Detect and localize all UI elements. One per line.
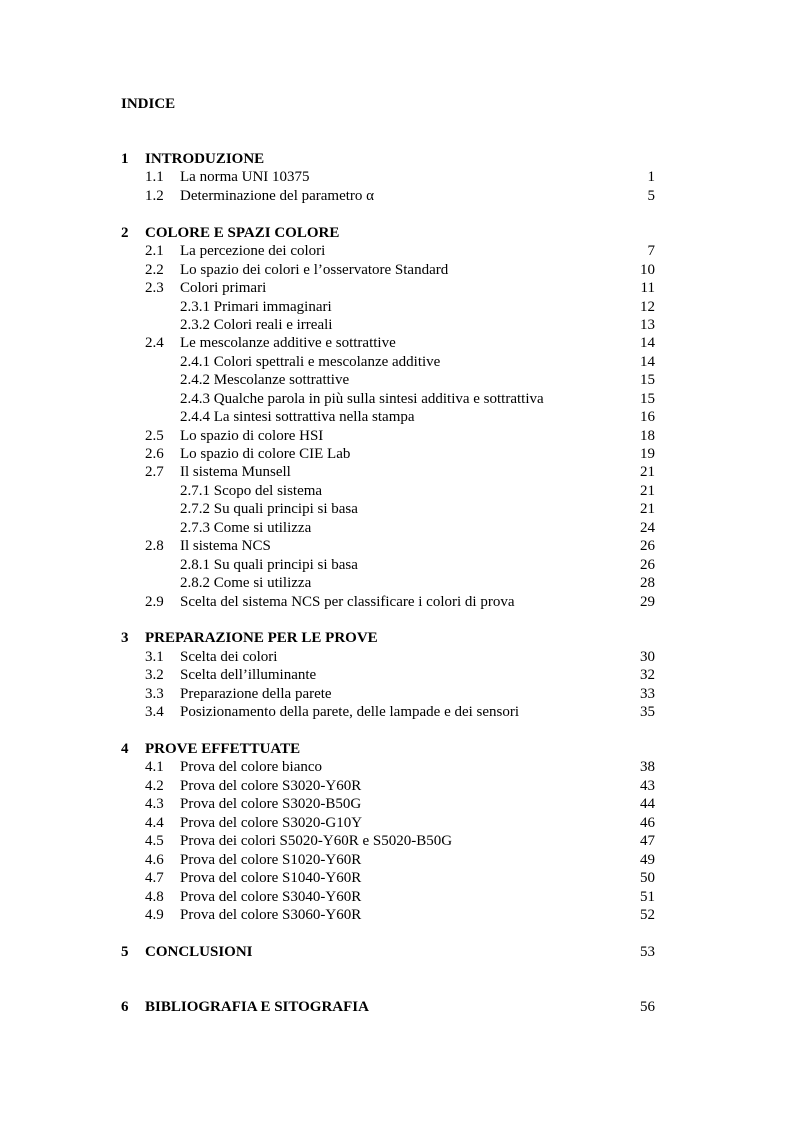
toc-entry [0,463,794,481]
toc-entry [0,666,794,684]
toc-subentry [0,519,794,537]
page-number: 29 [640,593,655,610]
toc-subentry [0,316,794,334]
page-number: 5 [647,187,655,204]
toc-entry [0,187,794,205]
section-number: 2.1 [145,243,164,260]
section-title: Il sistema Munsell [180,464,291,481]
section-number: 2.7 [145,464,164,481]
chapter-title: INTRODUZIONE [145,151,265,167]
subsection-title: 2.4.3 Qualche parola in più sulla sintesi additiva e sottrattiva [180,390,544,407]
toc-entry [0,427,794,445]
toc-entry [0,777,794,795]
section-title: Scelta del sistema NCS per classificare i colori di prova [180,593,515,610]
section-number: 4.2 [145,777,164,794]
page-number: 15 [640,390,655,407]
section-title: Posizionamento della parete, delle lampade e dei sensori [180,704,520,721]
chapter-title: COLORE E SPAZI COLORE [145,224,340,241]
section-title: Prova del colore S3040-Y60R [180,888,362,905]
section-title: Prova del colore bianco [180,759,323,776]
page-number: 21 [640,482,655,499]
subsection-title: 2.4.1 Colori spettrali e mescolanze additive [180,353,441,370]
page-number: 56 [640,999,655,1016]
toc-entry [0,851,794,869]
page-number: 47 [640,833,655,850]
page-number: 35 [640,704,655,721]
page-number: 50 [640,870,655,887]
subsection-title: 2.3.2 Colori reali e irreali [180,316,333,333]
section-number: 1.1 [145,169,164,186]
toc-entry [0,168,794,186]
chapter-number: 1 [121,151,129,167]
chapter-title: CONCLUSIONI [145,943,253,960]
chapter-number: 3 [121,630,129,647]
section-number: 4.3 [145,796,164,813]
section-title: Preparazione della parete [180,685,332,702]
toc-entry [0,334,794,352]
section-number: 2.6 [145,446,164,462]
section-title: Determinazione del parametro α [180,187,375,204]
toc-subentry [0,556,794,574]
section-title: Prova del colore S3020-Y60R [180,777,362,794]
toc-entry [0,758,794,776]
toc-subentry [0,482,794,500]
page-number: 32 [640,667,655,684]
section-number: 2.3 [145,280,164,297]
page-number: 38 [640,759,655,776]
section-number: 3.3 [145,685,164,702]
toc-chapter-5 [0,943,794,961]
chapter-title: PREPARAZIONE PER LE PROVE [145,630,378,647]
section-number: 3.4 [145,704,164,721]
page-number: 44 [640,796,655,813]
chapter-title: BIBLIOGRAFIA E SITOGRAFIA [145,999,369,1016]
toc-subentry [0,298,794,316]
toc-chapter-4 [0,740,794,758]
page-number: 43 [640,777,655,794]
section-number: 4.7 [145,870,164,887]
toc-entry [0,242,794,260]
toc-subentry [0,574,794,592]
toc-chapter-2 [0,224,794,242]
page-number: 11 [640,280,655,297]
section-number: 4.6 [145,851,164,868]
section-title: Prova del colore S1020-Y60R [180,851,362,868]
toc-entry [0,261,794,279]
page-number: 52 [640,906,655,923]
page-number: 15 [640,372,655,389]
section-title: Lo spazio di colore CIE Lab [180,446,351,462]
section-title: Prova dei colori S5020-Y60R e S5020-B50G [180,833,453,850]
page-number: 28 [640,575,655,592]
section-title: La percezione dei colori [180,243,326,260]
page-number: 21 [640,464,655,481]
chapter-number: 5 [121,943,129,960]
toc-entry [0,888,794,906]
page-number: 13 [640,316,655,333]
section-title: Scelta dei colori [180,648,278,665]
page-number: 10 [640,261,655,278]
section-title: La norma UNI 10375 [180,169,310,186]
subsection-title: 2.4.4 La sintesi sottrattiva nella stampa [180,409,415,426]
subsection-title: 2.3.1 Primari immaginari [180,298,332,315]
section-title: Lo spazio dei colori e l’osservatore Standard [180,261,449,278]
page-number: 14 [640,353,655,370]
page-number: 26 [640,538,655,555]
page-number: 12 [640,298,655,315]
section-number: 2.4 [145,335,164,352]
subsection-title: 2.8.1 Su quali principi si basa [180,556,358,573]
page-number: 24 [640,519,655,536]
subsection-title: 2.7.1 Scopo del sistema [180,482,323,499]
toc-subentry [0,500,794,518]
subsection-title: 2.4.2 Mescolanze sottrattive [180,372,350,389]
section-number: 4.9 [145,906,164,923]
chapter-number: 2 [121,224,129,241]
section-number: 4.4 [145,814,164,831]
toc-entry [0,832,794,850]
toc-entry [0,906,794,924]
section-number: 2.8 [145,538,164,555]
page-number: 16 [640,409,655,426]
page-number: 30 [640,648,655,665]
page-number: 53 [640,943,655,960]
section-number: 2.5 [145,427,164,444]
toc-entry [0,648,794,666]
toc-entry [0,814,794,832]
subsection-title: 2.7.3 Come si utilizza [180,519,312,536]
page-number: 18 [640,427,655,444]
page-number: 7 [647,243,655,260]
toc-entry [0,279,794,297]
section-title: Le mescolanze additive e sottrattive [180,335,396,352]
table-of-contents [0,150,794,1017]
toc-entry [0,685,794,703]
section-number: 4.8 [145,888,164,905]
chapter-number: 6 [121,999,129,1016]
page-number: 19 [640,446,655,462]
chapter-title: PROVE EFFETTUATE [145,741,301,757]
section-title: Prova del colore S3060-Y60R [180,906,362,923]
page-number: 26 [640,556,655,573]
section-number: 1.2 [145,187,164,204]
toc-chapter-1 [0,150,794,168]
section-title: Colori primari [180,280,267,297]
section-title: Prova del colore S3020-B50G [180,796,362,813]
toc-entry [0,593,794,611]
toc-entry [0,703,794,721]
section-number: 3.2 [145,667,164,684]
section-title: Prova del colore S1040-Y60R [180,870,362,887]
page-title: INDICE [121,96,176,112]
toc-subentry [0,408,794,426]
page-number: 49 [640,851,655,868]
toc-entry [0,537,794,555]
toc-subentry [0,371,794,389]
toc-entry [0,445,794,463]
page-number: 46 [640,814,655,831]
section-title: Il sistema NCS [180,538,271,555]
subsection-title: 2.8.2 Come si utilizza [180,575,312,592]
page-number: 1 [647,169,655,186]
section-number: 2.9 [145,593,164,610]
subsection-title: 2.7.2 Su quali principi si basa [180,501,358,518]
section-number: 2.2 [145,261,164,278]
toc-entry [0,869,794,887]
page-number: 51 [640,888,655,905]
page-number: 14 [640,335,655,352]
toc-chapter-3 [0,629,794,647]
section-number: 3.1 [145,648,164,665]
toc-entry [0,795,794,813]
section-number: 4.5 [145,833,164,850]
section-title: Scelta dell’illuminante [180,667,317,684]
chapter-number: 4 [121,741,129,757]
toc-subentry [0,390,794,408]
section-title: Prova del colore S3020-G10Y [180,814,363,831]
page-number: 33 [640,685,655,702]
page-number: 21 [640,501,655,518]
toc-subentry [0,353,794,371]
section-title: Lo spazio di colore HSI [180,427,324,444]
section-number: 4.1 [145,759,164,776]
toc-chapter-6 [0,998,794,1016]
